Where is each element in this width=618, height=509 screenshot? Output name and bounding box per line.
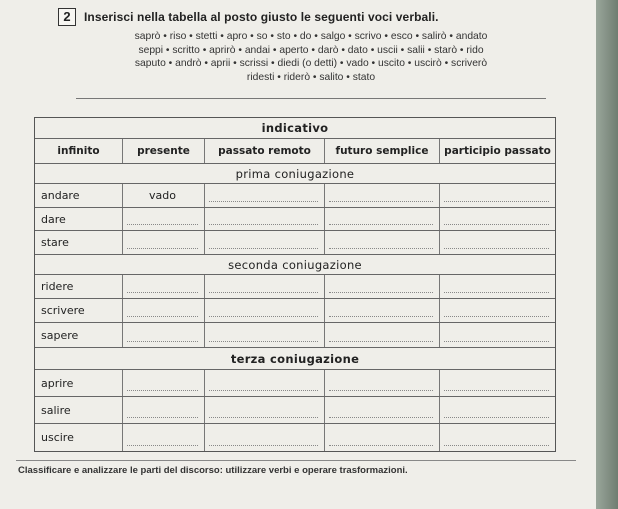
column-header-futuro-semplice: futuro semplice (325, 139, 440, 163)
presente-cell[interactable] (123, 208, 205, 230)
futuro-semplice-cell[interactable] (325, 184, 440, 207)
participio-passato-cell[interactable] (440, 184, 555, 207)
column-header-participio-passato: participio passato (444, 145, 551, 157)
section-title-row (35, 255, 555, 275)
column-header-presente: presente (123, 139, 205, 163)
infinitive-cell: ridere (35, 275, 123, 298)
page-edge-background (596, 0, 618, 509)
passato-remoto-cell[interactable] (205, 275, 325, 298)
participio-passato-cell[interactable] (440, 275, 555, 298)
futuro-semplice-cell[interactable] (325, 397, 440, 423)
futuro-semplice-cell[interactable] (325, 370, 440, 396)
section-title: terza coniugazione (230, 351, 360, 366)
presente-cell[interactable] (123, 424, 205, 451)
futuro-semplice-cell[interactable] (325, 231, 440, 254)
infinitive-cell: dare (35, 208, 123, 230)
passato-remoto-cell[interactable] (205, 397, 325, 423)
table-header-row (35, 139, 555, 164)
table-title-row (35, 118, 555, 139)
column-header-passato-remoto: passato remoto (205, 139, 325, 163)
infinitive-cell: salire (35, 397, 123, 423)
section-title: seconda coniugazione (228, 257, 362, 272)
infinitive-cell: stare (35, 231, 123, 254)
column-header-infinito: infinito (35, 139, 123, 163)
word-bank-line: seppi • scritto • aprirò • andai • aperto • darò • dato • uscii • salii • starò • rido (138, 44, 484, 56)
participio-passato-cell[interactable] (440, 397, 555, 423)
table-row (35, 424, 555, 451)
section-title-row (35, 348, 555, 370)
passato-remoto-cell[interactable] (205, 323, 325, 347)
table-row (35, 275, 555, 299)
section-title: prima coniugazione (235, 166, 355, 181)
infinitive-cell: sapere (35, 323, 123, 347)
presente-cell[interactable] (123, 397, 205, 423)
table-row (35, 370, 555, 397)
table-row (35, 208, 555, 231)
passato-remoto-cell[interactable] (205, 299, 325, 322)
exercise-instruction: Inserisci nella tabella al posto giusto le seguenti voci verbali. (84, 10, 439, 24)
word-bank-line: saprò • riso • stetti • apro • so • sto • do • salgo • scrivo • esco • salirò • andato (134, 31, 488, 42)
presente-cell[interactable] (123, 370, 205, 396)
infinitive-cell: uscire (35, 424, 123, 451)
participio-passato-cell[interactable] (440, 424, 555, 451)
table-row (35, 299, 555, 323)
presente-cell[interactable] (123, 275, 205, 298)
futuro-semplice-cell[interactable] (325, 323, 440, 347)
participio-passato-cell[interactable] (440, 231, 555, 254)
footer-divider (16, 460, 576, 461)
exercise-header (58, 8, 439, 26)
futuro-semplice-cell[interactable] (325, 208, 440, 230)
participio-passato-cell[interactable] (440, 208, 555, 230)
infinitive-cell: andare (35, 184, 123, 207)
presente-cell[interactable] (123, 299, 205, 322)
futuro-semplice-cell[interactable] (325, 299, 440, 322)
futuro-semplice-cell[interactable] (325, 275, 440, 298)
participio-passato-cell[interactable] (440, 323, 555, 347)
presente-cell[interactable] (123, 323, 205, 347)
passato-remoto-cell[interactable] (205, 184, 325, 207)
futuro-semplice-cell[interactable] (325, 424, 440, 451)
passato-remoto-cell[interactable] (205, 208, 325, 230)
presente-cell: vado (123, 184, 205, 207)
verb-table (34, 117, 556, 452)
word-bank (76, 30, 546, 99)
participio-passato-cell[interactable] (440, 299, 555, 322)
participio-passato-cell[interactable] (440, 370, 555, 396)
table-row (35, 397, 555, 424)
table-row (35, 323, 555, 348)
passato-remoto-cell[interactable] (205, 370, 325, 396)
passato-remoto-cell[interactable] (205, 231, 325, 254)
word-bank-line: ridesti • riderò • salito • stato (246, 71, 376, 83)
infinitive-cell: aprire (35, 370, 123, 396)
passato-remoto-cell[interactable] (205, 424, 325, 451)
table-row (35, 231, 555, 255)
infinitive-cell: scrivere (35, 299, 123, 322)
section-title-row (35, 164, 555, 184)
word-bank-line: saputo • andrò • aprii • scrissi • diedi (o detti) • vado • uscito • uscirò • scriverò (134, 58, 488, 69)
exercise-number: 2 (58, 8, 76, 26)
presente-cell[interactable] (123, 231, 205, 254)
table-title: indicativo (261, 121, 329, 135)
footer-note: Classificare e analizzare le parti del discorso: utilizzare verbi e operare trasformazioni. (18, 465, 408, 476)
table-row (35, 184, 555, 208)
